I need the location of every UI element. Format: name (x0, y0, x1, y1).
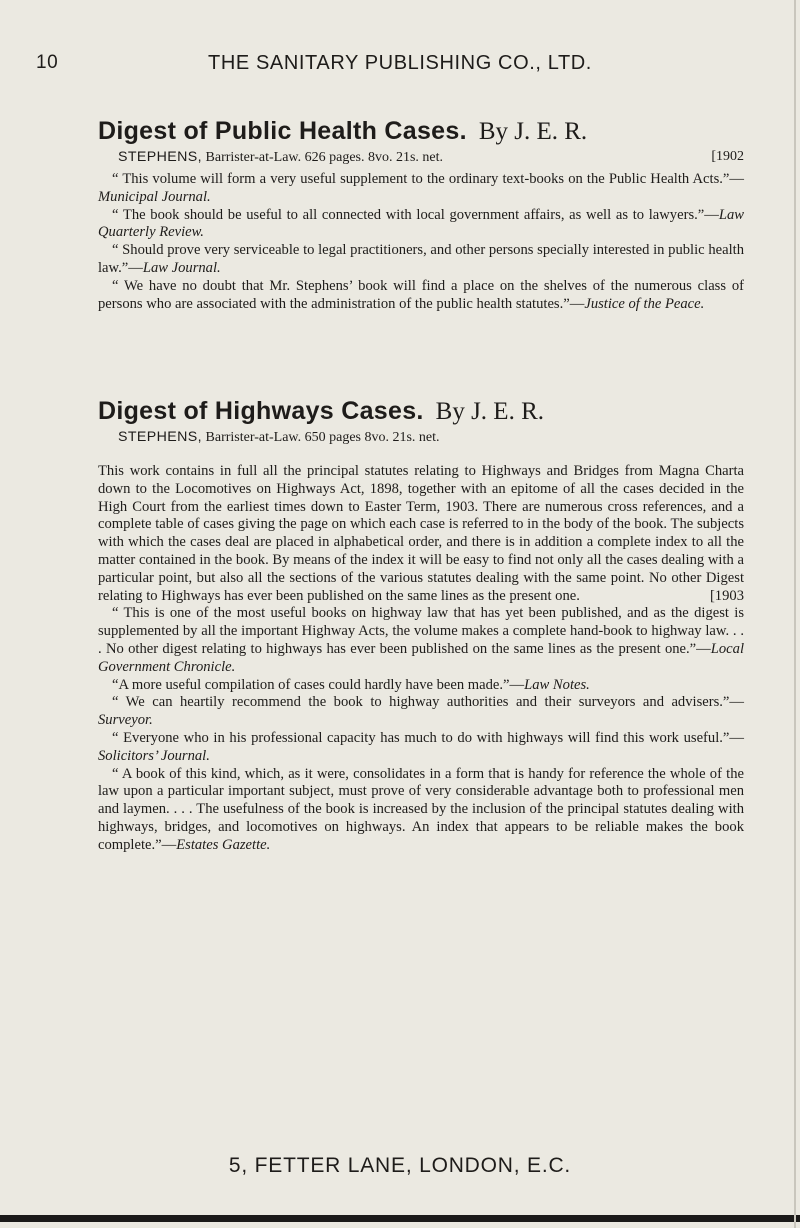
author-name: STEPHENS, (118, 429, 203, 445)
publication-details: Barrister-at-Law. 626 pages. 8vo. 21s. net. (205, 150, 444, 165)
review-text: “ A book of this kind, which, as it were, consolidates in a form that is handy for reference the whole of the law upon a particular important subject, must prove of very considerable advantage both to professional men and laymen. . . . The usefulness of the book is increased by the inclusion of the principal statutes dealing with highways, bridges, and locomotives on highways. An index that appears to be reliable makes the book complete.”— (98, 765, 744, 853)
entry-title-line (98, 117, 744, 146)
publication-details: Barrister-at-Law. 650 pages 8vo. 21s. net. (205, 430, 440, 445)
page-edge (794, 0, 796, 1228)
entry-title: Digest of Highways Cases. (98, 397, 424, 425)
review-quote (98, 694, 744, 730)
page-header (36, 52, 764, 82)
review-source: Law Notes. (524, 676, 590, 693)
review-text: “ We have no doubt that Mr. Stephens’ book will find a place on the shelves of the numerous class of persons who are associated with the administration of the public health statutes.”— (98, 277, 744, 312)
review-quote (98, 766, 744, 855)
entry-title-line (98, 397, 744, 426)
bottom-rule (0, 1215, 800, 1222)
review-text: “ We can heartily recommend the book to highway authorities and their surveyors and advisers.”— (112, 694, 744, 711)
entry-title: Digest of Public Health Cases. (98, 117, 467, 145)
entry-details (98, 148, 744, 167)
review-text: “ This volume will form a very useful supplement to the ordinary text-books on the Public Health Acts.”— (112, 171, 744, 187)
entry-author: By J. E. R. (478, 118, 588, 145)
publication-year: [1902 (711, 149, 744, 164)
review-text: “ This is one of the most useful books on highway law that has yet been published, and as the digest is supplemented by all the important Highway Acts, the volume makes a complete hand-book to highway law. . . . No other digest relating to highways has ever been published on the same lines as the present one.”— (98, 605, 744, 657)
review-text: “A more useful compilation of cases could hardly have been made.”— (112, 676, 525, 693)
review-quote (98, 605, 744, 676)
review-text: “ The book should be useful to all connected with local government affairs, as well as to lawyers.”— (112, 206, 719, 223)
review-source: Municipal Journal. (98, 188, 211, 205)
review-source: Law Quarterly Review. (98, 206, 744, 241)
entry-details (98, 428, 744, 447)
review-source: Solicitors’ Journal. (98, 747, 210, 764)
entry-author: By J. E. R. (435, 398, 545, 425)
review-quote (98, 207, 744, 243)
review-quote (98, 278, 744, 314)
review-text: “ Should prove very serviceable to legal practitioners, and other persons specially interested in public health law.”— (98, 242, 744, 276)
review-text: “ Everyone who in his professional capacity has much to do with highways will find this work useful.”— (112, 729, 744, 746)
page-number: 10 (36, 52, 59, 73)
review-quote (98, 171, 744, 207)
running-head: THE SANITARY PUBLISHING CO., LTD. (208, 52, 592, 74)
review-quote (98, 677, 744, 695)
review-source: Justice of the Peace. (584, 295, 705, 312)
author-name: STEPHENS, (118, 149, 203, 165)
description-year: [1903 (709, 587, 744, 604)
review-source: Local Government Chronicle. (98, 640, 744, 675)
description-text: This work contains in full all the principal statutes relating to Highways and Bridges from Magna Charta down to the Locomotives on Highways Act, 1898, together with an epitome of all the cases decided in the High Court from the earliest times down to Easter Term, 1903. There are numerous cross references, and a complete table of cases giving the page on which each case is referred to in the body of the book. The subjects with which the cases deal are placed in alphabetical order, and there is in addition a complete index to all the matter contained in the book. By means of the index it will be easy to find not only all the cases dealing with a particular point, but also all the sections of the various statutes dealing with the same point. No other Digest relating to Highways has ever been published on the same lines as the present one. (98, 463, 744, 604)
entry-highways (98, 397, 744, 855)
review-source: Surveyor. (98, 712, 153, 729)
entry-public-health (98, 117, 744, 313)
review-source: Estates Gazette. (176, 836, 271, 853)
review-quote (98, 730, 744, 766)
entry-description (98, 463, 744, 605)
publisher-address: 5, FETTER LANE, LONDON, E.C. (228, 1154, 572, 1177)
review-source: Law Journal. (142, 259, 221, 276)
review-quote (98, 242, 744, 278)
